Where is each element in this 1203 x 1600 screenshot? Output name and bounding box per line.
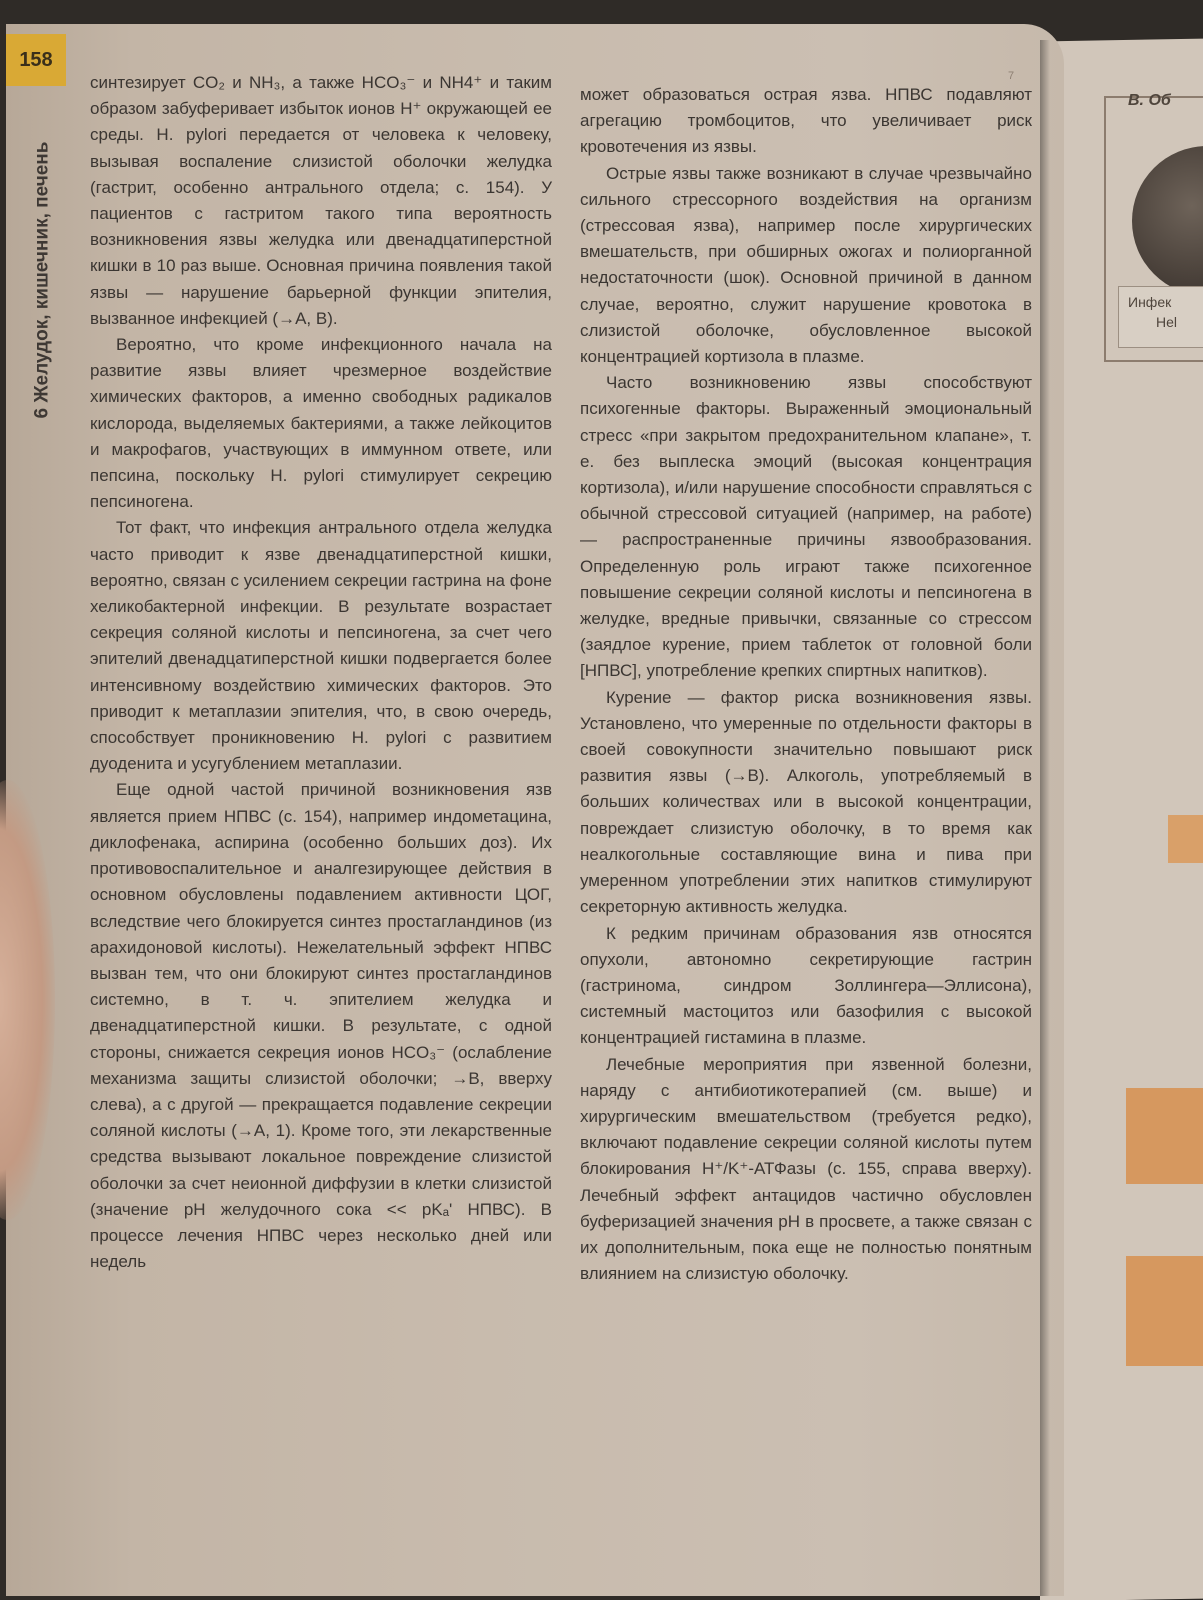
running-mark: 7 (1008, 70, 1015, 82)
figure-color-block (1126, 1088, 1203, 1184)
paragraph: Курение — фактор риска возникновения язвы. Установлено, что умеренные по отдельности факторы в своей совокупности значительно повышают риск развития язвы (→В). Алкоголь, употребляемый в больших количествах или в высокой концентрации, повреждает слизистую оболочку, в то время как неалкогольные составляющие вина и пива при умеренном употреблении этих напитков стимулируют секреторную активность желудка. (580, 687, 1032, 917)
paragraph: Вероятно, что кроме инфекционного начала на развитие язвы влияет чрезмерное воздействие химических факторов, а именно свободных радикалов кислорода, выделяемых бактериями, а также лейкоцитов и макрофагов, участвующих в иммунном ответе, или пепсина, поскольку H. pylori стимулирует секрецию пепсиногена. (90, 335, 552, 512)
paragraph: Часто возникновению язвы способствуют психогенные факторы. Выраженный эмоциональный стресс «при закрытом предохранительном клапане», т. е. без выплеска эмоций (высокая концентрация кортизола), и/или нарушение способности справляться с обычной стрессовой ситуацией (например, на работе) — распространенные причины язвообразования. Определенную роль играют также психогенное повышение секреции соляной кислоты и пепсиногена в желудке, вредные привычки, связанные со стрессом (заядлое курение, прием таблеток от головной боли [НПВС], употребление крепких спиртных напитков). (580, 373, 1032, 681)
left-text-column (90, 70, 552, 1275)
paragraph: Еще одной частой причиной возникновения язв является прием НПВС (с. 154), например индометацина, диклофенака, аспирина (особенно больших доз). Их противовоспалительное и аналгезирующее действия в основном обусловлены подавлением активности ЦОГ, вследствие чего блокируется синтез простагландинов (из арахидоновой кислоты). Нежелательный эффект НПВС вызван тем, что они блокируют синтез простагландинов системно, в т. ч. эпителием желудка и двенадцатиперстной кишки. В результате, с одной стороны, снижается секреция ионов HCO₃⁻ (ослабление механизма защиты слизистой оболочки; →В, вверху слева), а с другой — прекращается подавление секреции соляной кислоты (→А, 1). Кроме того, эти лекарственные средства вызывают локальное повреждение слизистой оболочки за счет неионной диффузии в клетки слизистой (значение pH желудочного сока << pKₐ' НПВС). В процессе лечения НПВС через несколько дней или недель (90, 780, 552, 1272)
page-number: 158 (6, 34, 66, 86)
paragraph: Тот факт, что инфекция антрального отдела желудка часто приводит к язве двенадцатиперстной кишки, вероятно, связан с усилением секреции гастрина на фоне хеликобактерной инфекции. В результате возрастает секреция соляной кислоты и пепсиногена, за счет чего эпителий двенадцатиперстной кишки подвергается более интенсивному воздействию химических факторов. Это приводит к метаплазии эпителия, что, в свою очередь, способствует проникновению H. pylori с развитием дуоденита и усугублением метаплазии. (90, 518, 552, 774)
chapter-tab (22, 100, 62, 460)
figure-title: В. Об (1128, 92, 1171, 109)
figure-color-block (1168, 815, 1203, 863)
right-text-column (580, 82, 1032, 1287)
paragraph: синтезирует CO₂ и NH₃, а также HCO₃⁻ и NH4⁺ и таким образом забуферивает избыток ионов H⁺ окружающей ее среды. H. pylori передается от человека к человеку, вызывая воспаление слизистой оболочки желудка (гастрит, особенно антрального отдела; с. 154). У пациентов с гастритом такого типа вероятность возникновения язвы желудка или двенадцатиперстной кишки в 10 раз выше. Основная причина появления такой язвы — нарушение барьерной функции эпителия, вызванное инфекцией (→А, В). (90, 73, 552, 328)
page-gutter-shadow (1040, 40, 1050, 1596)
figure-label: Hel (1156, 314, 1178, 330)
paragraph: Острые язвы также возникают в случае чрезвычайно сильного стрессорного воздействия на организм (стрессовая язва), например после хирургических вмешательств, при обширных ожогах и полиорганной недостаточности (шок). Основной причиной в данном случае, вероятно, служит нарушение кровотока в слизистой оболочке, обусловленное высокой концентрацией кортизола в плазме. (580, 163, 1032, 367)
paragraph: К редким причинам образования язв относятся опухоли, автономно секретирующие гастрин (гастринома, синдром Золлингера—Эллисона), системный мастоцитоз или базофилия с высокой концентрацией гистамина в плазме. (580, 923, 1032, 1048)
paragraph: может образоваться острая язва. НПВС подавляют агрегацию тромбоцитов, что увеличивает риск кровотечения из язвы. (580, 85, 1032, 157)
figure-label: Инфек (1128, 294, 1172, 310)
paragraph: Лечебные мероприятия при язвенной болезни, наряду с антибиотикотерапией (см. выше) и хирургическим вмешательством (требуется редко), включают подавление секреции соляной кислоты путем блокирования H⁺/K⁺-АТФазы (с. 155, справа вверху). Лечебный эффект антацидов частично обусловлен буферизацией значения pH в просвете, а также связан с их дополнительным, пока еще не полностью понятным влиянием на слизистую оболочку. (580, 1054, 1032, 1284)
figure-color-block (1126, 1256, 1203, 1366)
chapter-title: 6 Желудок, кишечник, печень (31, 141, 52, 419)
